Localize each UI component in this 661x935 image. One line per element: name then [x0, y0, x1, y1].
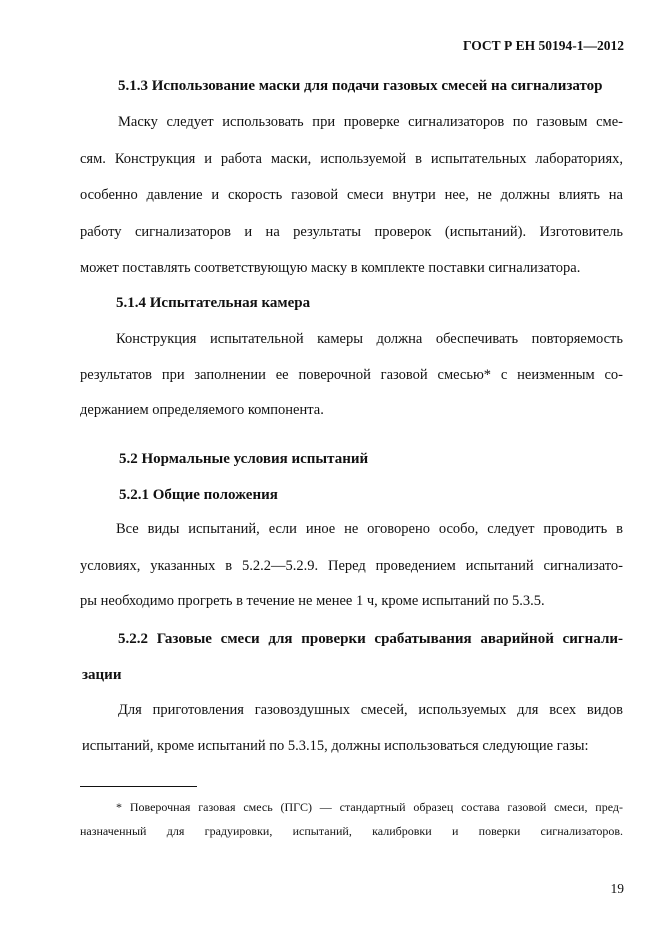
section-5-1-3-line-2: сям. Конструкция и работа маски, используемой в испытательных лабораториях,	[80, 151, 623, 167]
section-5-2-2-heading-line-2: зации	[82, 667, 122, 683]
document-code-header: ГОСТ Р ЕН 50194-1—2012	[462, 38, 624, 53]
section-5-2-1-line-2: условиях, указанных в 5.2.2—5.2.9. Перед проведением испытаний сигнализато-	[80, 558, 623, 574]
section-5-2-2-line-1: Для приготовления газовоздушных смесей, используемых для всех видов	[118, 702, 623, 718]
section-5-2-1-line-1: Все виды испытаний, если иное не оговорено особо, следует проводить в	[116, 521, 623, 537]
section-5-1-3-heading: 5.1.3 Использование маски для подачи газовых смесей на сигнализатор	[118, 78, 603, 94]
section-5-1-3-line-1: Маску следует использовать при проверке сигнализаторов по газовым сме-	[118, 114, 623, 130]
section-5-2-1-line-3: ры необходимо прогреть в течение не менее 1 ч, кроме испытаний по 5.3.5.	[80, 593, 545, 609]
footnote-line-1: * Поверочная газовая смесь (ПГС) — стандартный образец состава газовой смеси, пред-	[116, 800, 623, 814]
section-5-1-3-line-4: работу сигнализаторов и на результаты проверок (испытаний). Изготовитель	[80, 224, 623, 240]
section-5-2-heading: 5.2 Нормальные условия испытаний	[119, 451, 369, 467]
footnote-separator	[80, 786, 197, 787]
section-5-1-3-line-5: может поставлять соответствующую маску в комплекте поставки сигнализатора.	[80, 260, 581, 276]
footnote-line-2: назначенный для градуировки, испытаний, калибровки и поверки сигнализаторов.	[80, 824, 623, 838]
section-5-1-4-heading: 5.1.4 Испытательная камера	[116, 295, 311, 311]
page-number: 19	[610, 881, 624, 896]
section-5-1-4-line-2: результатов при заполнении ее поверочной газовой смесью* с неизменным со-	[80, 367, 623, 383]
section-5-2-1-heading: 5.2.1 Общие положения	[119, 487, 278, 503]
section-5-1-3-line-3: особенно давление и скорость газовой смеси внутри нее, не должны влиять на	[80, 187, 623, 203]
section-5-1-4-line-1: Конструкция испытательной камеры должна обеспечивать повторяемость	[116, 331, 623, 347]
section-5-2-2-line-2: испытаний, кроме испытаний по 5.3.15, должны использоваться следующие газы:	[82, 738, 589, 754]
section-5-1-4-line-3: держанием определяемого компонента.	[80, 402, 324, 418]
section-5-2-2-heading-line-1: 5.2.2 Газовые смеси для проверки срабатывания аварийной сигнали-	[118, 631, 623, 647]
